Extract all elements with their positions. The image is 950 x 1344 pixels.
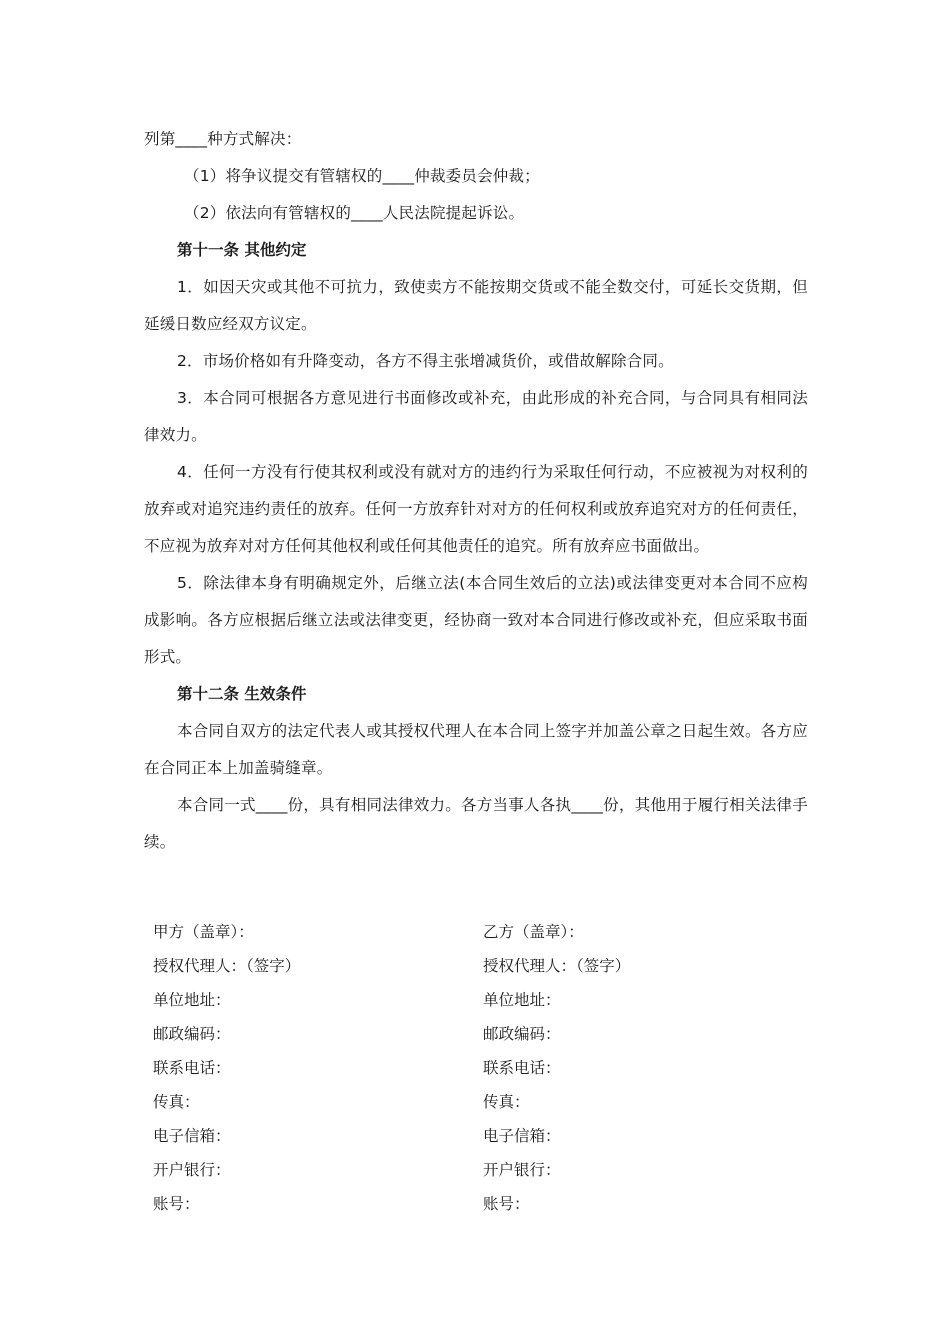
party-b-seal-label: 乙方（盖章）： [483, 923, 584, 941]
signature-row-account [153, 1186, 713, 1220]
signature-row-seal [153, 914, 713, 948]
paragraph-price-change: 2．市场价格如有升降变动，各方不得主张增减货价，或借故解除合同。 [177, 352, 674, 370]
paragraph-litigation-option: （2）依法向有管辖权的____人民法院提起诉讼。 [184, 204, 525, 222]
heading-article-11: 第十一条 其他约定 [177, 241, 307, 259]
party-a-address-label: 单位地址： [153, 991, 231, 1009]
party-b-fax-label: 传真： [483, 1093, 530, 1111]
paragraph-legislation-change: 5．除法律本身有明确规定外，后继立法(本合同生效后的立法)或法律变更对本合同不应构成影响。各方应根据后继立法或法律变更，经协商一致对本合同进行修改或补充，但应采取书面形式。 [144, 574, 808, 666]
paragraph-amendment: 3．本合同可根据各方意见进行书面修改或补充，由此形成的补充合同，与合同具有相同法律效力。 [144, 389, 808, 444]
paragraph-copies: 本合同一式____份，具有相同法律效力。各方当事人各执____份，其他用于履行相关法律手续。 [144, 796, 808, 851]
party-a-email-label: 电子信箱： [153, 1127, 231, 1145]
party-b-phone-label: 联系电话： [483, 1059, 561, 1077]
paragraph-waiver: 4．任何一方没有行使其权利或没有就对方的违约行为采取任何行动，不应被视为对权利的放弃或对追究违约责任的放弃。任何一方放弃针对对方的任何权利或放弃追究对方的任何责任，不应视为放弃对对方任何其他权利或任何其他责任的追究。所有放弃应书面做出。 [144, 463, 808, 555]
signature-row-agent [153, 948, 713, 982]
paragraph-arbitration-option: （1）将争议提交有管辖权的____仲裁委员会仲裁； [184, 167, 540, 185]
signature-row-bank [153, 1152, 713, 1186]
party-a-seal-label: 甲方（盖章）： [153, 923, 254, 941]
party-a-agent-label: 授权代理人：（签字） [153, 957, 301, 975]
party-b-bank-label: 开户银行： [483, 1161, 561, 1179]
signature-row-postcode [153, 1016, 713, 1050]
signature-row-address [153, 982, 713, 1016]
contract-body [144, 121, 808, 861]
heading-article-12: 第十二条 生效条件 [177, 685, 307, 703]
party-b-account-label: 账号： [483, 1195, 530, 1213]
signature-row-fax [153, 1084, 713, 1118]
paragraph-effectiveness: 本合同自双方的法定代表人或其授权代理人在本合同上签字并加盖公章之日起生效。各方应在合同正本上加盖骑缝章。 [144, 722, 808, 777]
paragraph-dispute-method: 列第____种方式解决： [144, 130, 302, 148]
party-a-fax-label: 传真： [153, 1093, 200, 1111]
party-b-address-label: 单位地址： [483, 991, 561, 1009]
party-a-bank-label: 开户银行： [153, 1161, 231, 1179]
party-b-postcode-label: 邮政编码： [483, 1025, 561, 1043]
paragraph-force-majeure: 1．如因天灾或其他不可抗力，致使卖方不能按期交货或不能全数交付，可延长交货期，但延缓日数应经双方议定。 [144, 278, 808, 333]
party-a-phone-label: 联系电话： [153, 1059, 231, 1077]
party-b-email-label: 电子信箱： [483, 1127, 561, 1145]
signature-block [153, 914, 713, 1220]
party-b-agent-label: 授权代理人：（签字） [483, 957, 631, 975]
signature-row-email [153, 1118, 713, 1152]
party-a-account-label: 账号： [153, 1195, 200, 1213]
signature-row-phone [153, 1050, 713, 1084]
party-a-postcode-label: 邮政编码： [153, 1025, 231, 1043]
